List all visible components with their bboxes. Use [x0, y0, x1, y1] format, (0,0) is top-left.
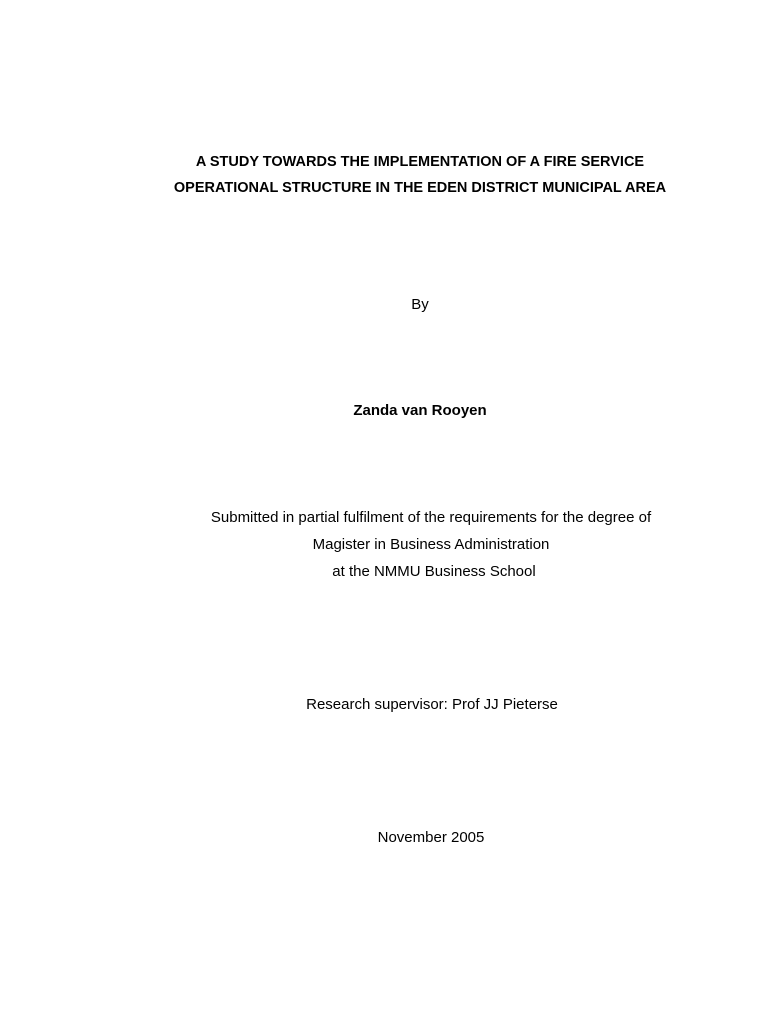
author-name: Zanda van Rooyen — [353, 402, 487, 419]
submission-line-2: Magister in Business Administration — [312, 536, 550, 553]
submission-line-3: at the NMMU Business School — [332, 563, 536, 580]
title-line-1: A STUDY TOWARDS THE IMPLEMENTATION OF A FIRE SERVICE — [195, 154, 645, 170]
submission-date: November 2005 — [377, 829, 485, 846]
by-label: By — [411, 296, 429, 313]
research-supervisor: Research supervisor: Prof JJ Pieterse — [306, 696, 558, 713]
submission-line-1: Submitted in partial fulfilment of the requirements for the degree of — [210, 509, 652, 526]
title-line-2: OPERATIONAL STRUCTURE IN THE EDEN DISTRICT MUNICIPAL AREA — [173, 180, 667, 196]
